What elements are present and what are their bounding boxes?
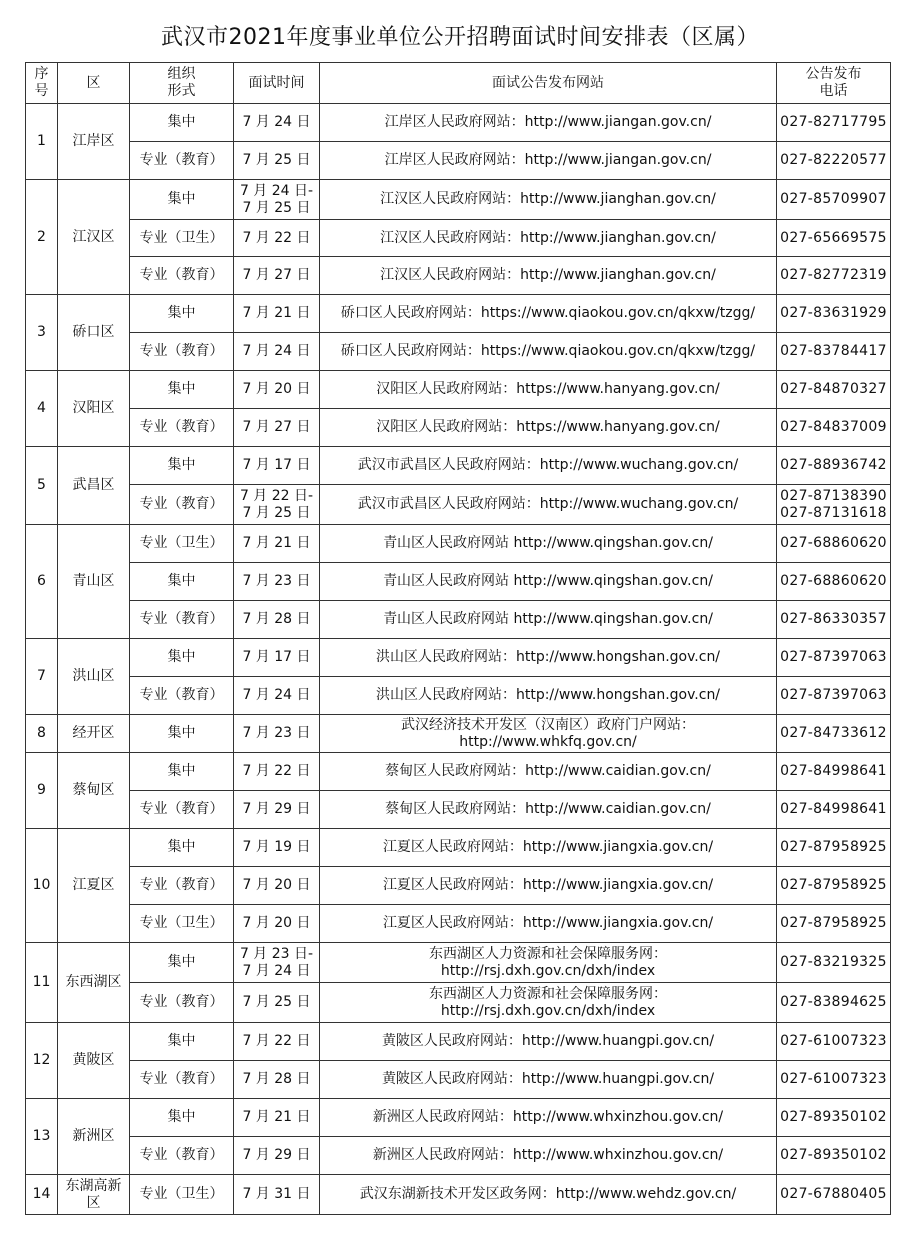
organization-form: 专业（教育） xyxy=(130,1137,234,1175)
announcement-site: 江汉区人民政府网站：http://www.jianghan.gov.cn/ xyxy=(320,220,777,257)
announcement-site: 东西湖区人力资源和社会保障服务网： http://rsj.dxh.gov.cn/dxh/index xyxy=(320,983,777,1023)
interview-time: 7 月 24 日 xyxy=(234,677,320,715)
organization-form: 集中 xyxy=(130,715,234,753)
interview-time: 7 月 22 日 xyxy=(234,1023,320,1061)
contact-phone: 027-89350102 xyxy=(777,1137,891,1175)
contact-phone: 027-67880405 xyxy=(777,1175,891,1215)
table-row xyxy=(26,104,891,142)
organization-form: 集中 xyxy=(130,447,234,485)
table-row xyxy=(26,371,891,409)
organization-form: 集中 xyxy=(130,753,234,791)
announcement-site: 武汉市武昌区人民政府网站：http://www.wuchang.gov.cn/ xyxy=(320,447,777,485)
row-number: 7 xyxy=(26,639,58,715)
contact-phone: 027-87958925 xyxy=(777,867,891,905)
contact-phone: 027-87958925 xyxy=(777,829,891,867)
district-name: 新洲区 xyxy=(58,1099,130,1175)
table-row xyxy=(26,1023,891,1061)
table-row xyxy=(26,1061,891,1099)
table-row xyxy=(26,753,891,791)
table-row xyxy=(26,1137,891,1175)
announcement-site: 硚口区人民政府网站：https://www.qiaokou.gov.cn/qkxw/tzgg/ xyxy=(320,295,777,333)
table-row xyxy=(26,295,891,333)
district-name: 黄陂区 xyxy=(58,1023,130,1099)
organization-form: 集中 xyxy=(130,371,234,409)
contact-phone: 027-87397063 xyxy=(777,677,891,715)
district-name: 经开区 xyxy=(58,715,130,753)
interview-time: 7 月 19 日 xyxy=(234,829,320,867)
row-number: 1 xyxy=(26,104,58,180)
table-header-row xyxy=(26,63,891,104)
announcement-site: 武汉经济技术开发区（汉南区）政府门户网站： http://www.whkfq.gov.cn/ xyxy=(320,715,777,753)
interview-time: 7 月 20 日 xyxy=(234,371,320,409)
district-name: 洪山区 xyxy=(58,639,130,715)
district-name: 武昌区 xyxy=(58,447,130,525)
interview-time: 7 月 22 日 xyxy=(234,753,320,791)
contact-phone: 027-83631929 xyxy=(777,295,891,333)
organization-form: 专业（教育） xyxy=(130,677,234,715)
organization-form: 专业（教育） xyxy=(130,333,234,371)
announcement-site: 武汉东湖新技术开发区政务网：http://www.wehdz.gov.cn/ xyxy=(320,1175,777,1215)
interview-time: 7 月 31 日 xyxy=(234,1175,320,1215)
contact-phone: 027-82220577 xyxy=(777,142,891,180)
announcement-site: 江夏区人民政府网站：http://www.jiangxia.gov.cn/ xyxy=(320,867,777,905)
table-row xyxy=(26,220,891,257)
organization-form: 专业（教育） xyxy=(130,867,234,905)
interview-time: 7 月 20 日 xyxy=(234,905,320,943)
announcement-site: 江岸区人民政府网站：http://www.jiangan.gov.cn/ xyxy=(320,142,777,180)
organization-form: 集中 xyxy=(130,295,234,333)
district-name: 汉阳区 xyxy=(58,371,130,447)
contact-phone: 027-61007323 xyxy=(777,1023,891,1061)
page-title: 武汉市2021年度事业单位公开招聘面试时间安排表（区属） xyxy=(161,25,759,50)
organization-form: 集中 xyxy=(130,1023,234,1061)
row-number: 9 xyxy=(26,753,58,829)
district-name: 青山区 xyxy=(58,525,130,639)
organization-form: 集中 xyxy=(130,829,234,867)
organization-form: 专业（教育） xyxy=(130,485,234,525)
organization-form: 专业（卫生） xyxy=(130,220,234,257)
row-number: 14 xyxy=(26,1175,58,1215)
header-time: 面试时间 xyxy=(234,63,320,104)
contact-phone: 027-65669575 xyxy=(777,220,891,257)
header-district: 区 xyxy=(58,63,130,104)
table-row xyxy=(26,409,891,447)
organization-form: 专业（卫生） xyxy=(130,1175,234,1215)
contact-phone: 027-89350102 xyxy=(777,1099,891,1137)
table-row xyxy=(26,943,891,983)
row-number: 13 xyxy=(26,1099,58,1175)
announcement-site: 江夏区人民政府网站：http://www.jiangxia.gov.cn/ xyxy=(320,905,777,943)
interview-time: 7 月 29 日 xyxy=(234,1137,320,1175)
table-row xyxy=(26,1099,891,1137)
contact-phone: 027-86330357 xyxy=(777,601,891,639)
table-body xyxy=(26,104,891,1215)
organization-form: 专业（教育） xyxy=(130,983,234,1023)
contact-phone: 027-61007323 xyxy=(777,1061,891,1099)
table-row xyxy=(26,485,891,525)
row-number: 3 xyxy=(26,295,58,371)
row-number: 4 xyxy=(26,371,58,447)
organization-form: 专业（卫生） xyxy=(130,905,234,943)
contact-phone: 027-83894625 xyxy=(777,983,891,1023)
interview-time: 7 月 27 日 xyxy=(234,257,320,295)
table-row xyxy=(26,447,891,485)
announcement-site: 蔡甸区人民政府网站：http://www.caidian.gov.cn/ xyxy=(320,753,777,791)
table-row xyxy=(26,829,891,867)
district-name: 东湖高新区 xyxy=(58,1175,130,1215)
district-name: 江岸区 xyxy=(58,104,130,180)
interview-time: 7 月 21 日 xyxy=(234,525,320,563)
organization-form: 专业（教育） xyxy=(130,601,234,639)
table-row xyxy=(26,905,891,943)
table-row xyxy=(26,791,891,829)
table-row xyxy=(26,525,891,563)
interview-time: 7 月 22 日- 7 月 25 日 xyxy=(234,485,320,525)
organization-form: 集中 xyxy=(130,943,234,983)
announcement-site: 汉阳区人民政府网站：https://www.hanyang.gov.cn/ xyxy=(320,371,777,409)
organization-form: 集中 xyxy=(130,639,234,677)
row-number: 6 xyxy=(26,525,58,639)
contact-phone: 027-84870327 xyxy=(777,371,891,409)
interview-time: 7 月 20 日 xyxy=(234,867,320,905)
organization-form: 专业（教育） xyxy=(130,142,234,180)
contact-phone: 027-88936742 xyxy=(777,447,891,485)
header-site: 面试公告发布网站 xyxy=(320,63,777,104)
interview-time: 7 月 28 日 xyxy=(234,1061,320,1099)
interview-time: 7 月 21 日 xyxy=(234,1099,320,1137)
interview-time: 7 月 25 日 xyxy=(234,983,320,1023)
contact-phone: 027-82772319 xyxy=(777,257,891,295)
organization-form: 专业（教育） xyxy=(130,791,234,829)
district-name: 蔡甸区 xyxy=(58,753,130,829)
contact-phone: 027-84837009 xyxy=(777,409,891,447)
announcement-site: 江汉区人民政府网站：http://www.jianghan.gov.cn/ xyxy=(320,257,777,295)
table-row xyxy=(26,715,891,753)
table-row xyxy=(26,677,891,715)
contact-phone: 027-87397063 xyxy=(777,639,891,677)
contact-phone: 027-84733612 xyxy=(777,715,891,753)
contact-phone: 027-68860620 xyxy=(777,563,891,601)
row-number: 5 xyxy=(26,447,58,525)
announcement-site: 江夏区人民政府网站：http://www.jiangxia.gov.cn/ xyxy=(320,829,777,867)
contact-phone: 027-87138390 027-87131618 xyxy=(777,485,891,525)
header-seq: 序 号 xyxy=(26,63,58,104)
table-row xyxy=(26,180,891,220)
organization-form: 专业（教育） xyxy=(130,409,234,447)
announcement-site: 青山区人民政府网站 http://www.qingshan.gov.cn/ xyxy=(320,601,777,639)
contact-phone: 027-87958925 xyxy=(777,905,891,943)
table-row xyxy=(26,867,891,905)
announcement-site: 黄陂区人民政府网站：http://www.huangpi.gov.cn/ xyxy=(320,1023,777,1061)
contact-phone: 027-82717795 xyxy=(777,104,891,142)
district-name: 江夏区 xyxy=(58,829,130,943)
announcement-site: 新洲区人民政府网站：http://www.whxinzhou.gov.cn/ xyxy=(320,1099,777,1137)
contact-phone: 027-85709907 xyxy=(777,180,891,220)
organization-form: 专业（教育） xyxy=(130,257,234,295)
interview-time: 7 月 25 日 xyxy=(234,142,320,180)
announcement-site: 江岸区人民政府网站：http://www.jiangan.gov.cn/ xyxy=(320,104,777,142)
table-row xyxy=(26,639,891,677)
district-name: 硚口区 xyxy=(58,295,130,371)
interview-time: 7 月 29 日 xyxy=(234,791,320,829)
interview-time: 7 月 21 日 xyxy=(234,295,320,333)
interview-time: 7 月 17 日 xyxy=(234,447,320,485)
announcement-site: 东西湖区人力资源和社会保障服务网： http://rsj.dxh.gov.cn/dxh/index xyxy=(320,943,777,983)
contact-phone: 027-83784417 xyxy=(777,333,891,371)
interview-time: 7 月 23 日 xyxy=(234,563,320,601)
row-number: 12 xyxy=(26,1023,58,1099)
organization-form: 集中 xyxy=(130,180,234,220)
district-name: 江汉区 xyxy=(58,180,130,295)
table-row xyxy=(26,1175,891,1215)
announcement-site: 新洲区人民政府网站：http://www.whxinzhou.gov.cn/ xyxy=(320,1137,777,1175)
announcement-site: 武汉市武昌区人民政府网站：http://www.wuchang.gov.cn/ xyxy=(320,485,777,525)
contact-phone: 027-83219325 xyxy=(777,943,891,983)
interview-time: 7 月 17 日 xyxy=(234,639,320,677)
table-row xyxy=(26,563,891,601)
row-number: 8 xyxy=(26,715,58,753)
header-phone: 公告发布 电话 xyxy=(777,63,891,104)
announcement-site: 洪山区人民政府网站：http://www.hongshan.gov.cn/ xyxy=(320,639,777,677)
announcement-site: 汉阳区人民政府网站：https://www.hanyang.gov.cn/ xyxy=(320,409,777,447)
announcement-site: 硚口区人民政府网站：https://www.qiaokou.gov.cn/qkxw/tzgg/ xyxy=(320,333,777,371)
announcement-site: 蔡甸区人民政府网站：http://www.caidian.gov.cn/ xyxy=(320,791,777,829)
interview-time: 7 月 23 日 xyxy=(234,715,320,753)
table-row xyxy=(26,257,891,295)
interview-time: 7 月 24 日 xyxy=(234,104,320,142)
announcement-site: 青山区人民政府网站 http://www.qingshan.gov.cn/ xyxy=(320,563,777,601)
interview-time: 7 月 24 日 xyxy=(234,333,320,371)
table-row xyxy=(26,601,891,639)
organization-form: 专业（教育） xyxy=(130,1061,234,1099)
organization-form: 集中 xyxy=(130,104,234,142)
organization-form: 集中 xyxy=(130,1099,234,1137)
row-number: 11 xyxy=(26,943,58,1023)
interview-time: 7 月 22 日 xyxy=(234,220,320,257)
table-row xyxy=(26,983,891,1023)
contact-phone: 027-84998641 xyxy=(777,753,891,791)
interview-time: 7 月 24 日- 7 月 25 日 xyxy=(234,180,320,220)
header-form: 组织 形式 xyxy=(130,63,234,104)
announcement-site: 黄陂区人民政府网站：http://www.huangpi.gov.cn/ xyxy=(320,1061,777,1099)
interview-time: 7 月 28 日 xyxy=(234,601,320,639)
row-number: 2 xyxy=(26,180,58,295)
row-number: 10 xyxy=(26,829,58,943)
announcement-site: 青山区人民政府网站 http://www.qingshan.gov.cn/ xyxy=(320,525,777,563)
interview-time: 7 月 27 日 xyxy=(234,409,320,447)
announcement-site: 江汉区人民政府网站：http://www.jianghan.gov.cn/ xyxy=(320,180,777,220)
table-row xyxy=(26,142,891,180)
organization-form: 集中 xyxy=(130,563,234,601)
table-row xyxy=(26,333,891,371)
interview-time: 7 月 23 日- 7 月 24 日 xyxy=(234,943,320,983)
organization-form: 专业（卫生） xyxy=(130,525,234,563)
contact-phone: 027-84998641 xyxy=(777,791,891,829)
district-name: 东西湖区 xyxy=(58,943,130,1023)
announcement-site: 洪山区人民政府网站：http://www.hongshan.gov.cn/ xyxy=(320,677,777,715)
interview-schedule-table xyxy=(25,62,891,1215)
contact-phone: 027-68860620 xyxy=(777,525,891,563)
